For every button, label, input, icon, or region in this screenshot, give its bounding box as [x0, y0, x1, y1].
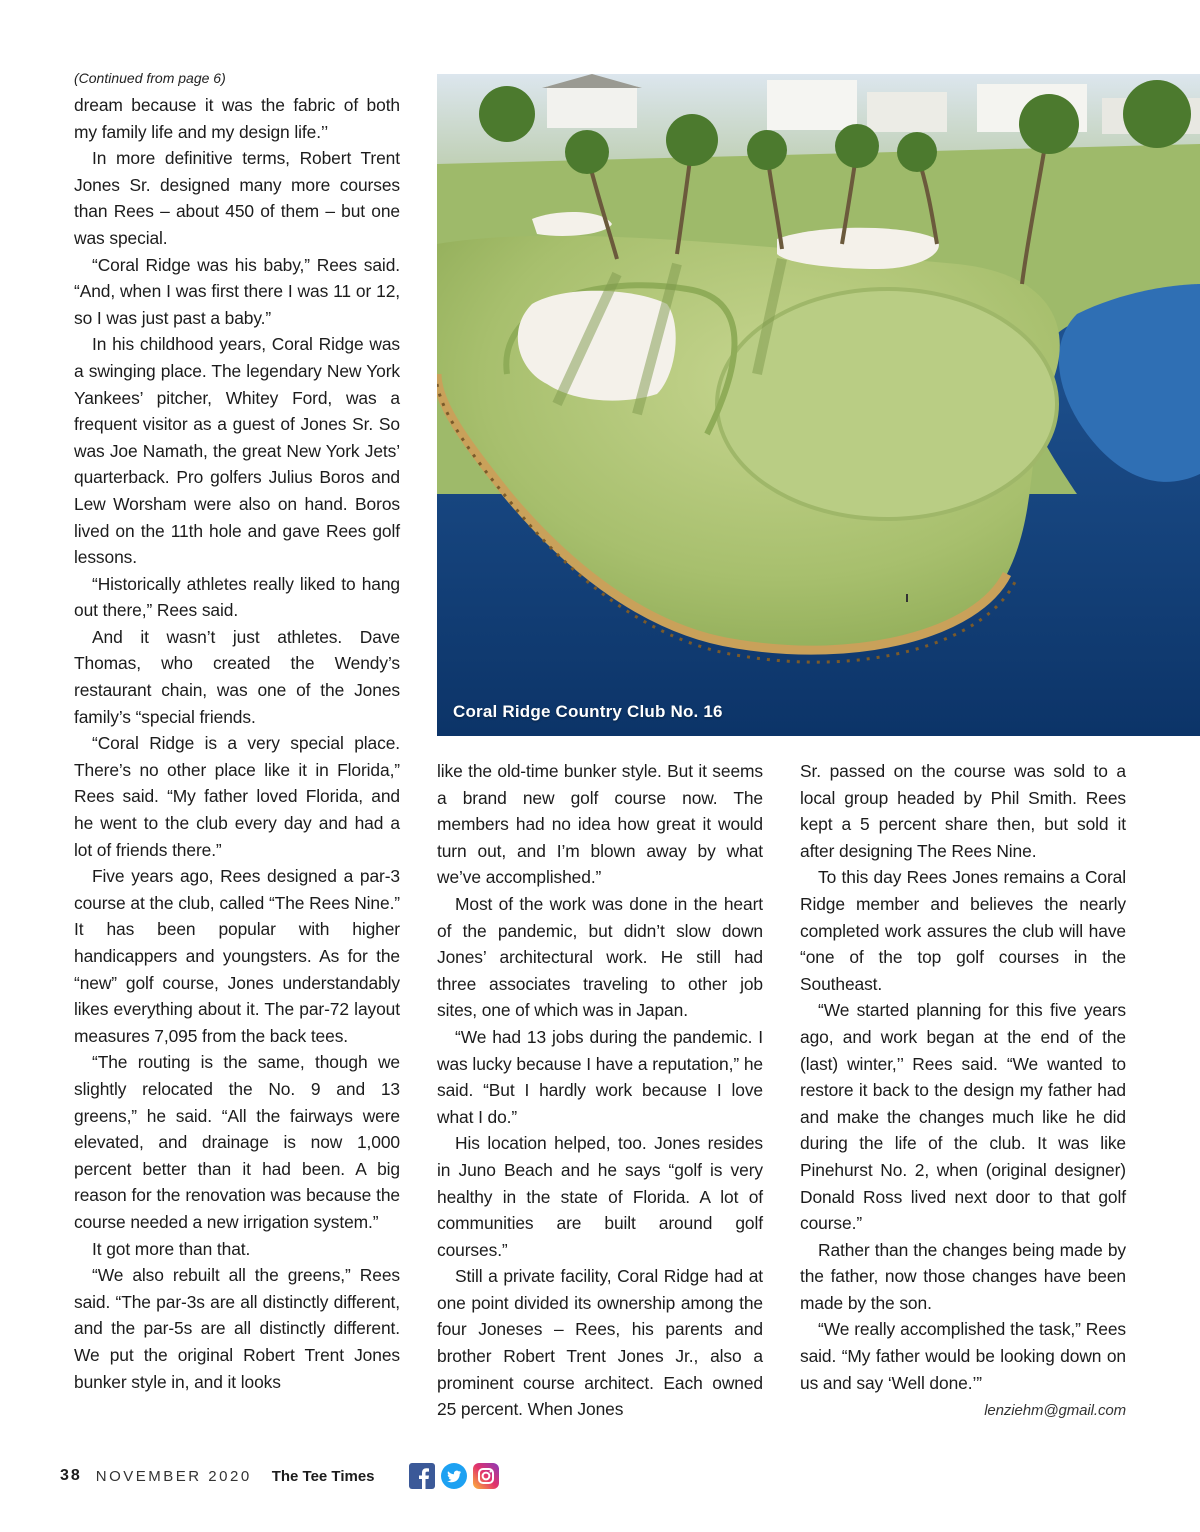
paragraph: “We had 13 jobs during the pandemic. I was lucky because I have a reputation,” he said. “But I hardly work because I love what I do.” [437, 1026, 763, 1127]
paragraph: It got more than that. [92, 1238, 251, 1259]
article-column-3 [800, 758, 1126, 1425]
paragraph: like the old-time bunker style. But it seems a brand new golf course now. The members had no idea how great it would turn out, and I’m blown away by what we’ve accomplished.” [437, 761, 763, 888]
continued-note: (Continued from page 6) [74, 70, 226, 86]
article-column-1 [74, 92, 400, 1395]
paragraph: “The routing is the same, though we slightly relocated the No. 9 and 13 greens,” he said. “All the fairways were elevated, and drainage is now 1,000 percent better than it had been. A big reason for the renovation was because the course needed a new irrigation system.” [74, 1052, 400, 1232]
paragraph: “Coral Ridge is a very special place. There’s no other place like it in Florida,” Rees said. “My father loved Florida, and he went to the club every day and had a lot of friends there.” [74, 733, 400, 860]
facebook-icon[interactable] [409, 1463, 435, 1489]
paragraph: dream because it was the fabric of both my family life and my design life.’’ [74, 95, 400, 142]
golf-hole-photo [437, 74, 1200, 736]
paragraph: Still a private facility, Coral Ridge had at one point divided its ownership among the four Joneses – Rees, his parents and brother Robert Trent Jones Jr., also a prominent course architect. Each owned 25 percent. When Jones [437, 1266, 763, 1420]
paragraph: “We started planning for this five years ago, and work began at the end of the (last) winter,’’ Rees said. “We wanted to restore it back to the design my father had and make the changes much like he did during the life of the club. It was like Pinehurst No. 2, when (original designer) Donald Ross lived next door to that golf course.” [800, 1000, 1126, 1234]
paragraph: Five years ago, Rees designed a par-3 course at the club, called “The Rees Nine.” It has been popular with higher handicappers and youngsters. As for the “new” golf course, Jones understandably likes everything about it. The par-72 layout measures 7,095 from the back tees. [74, 866, 400, 1046]
page-footer [60, 1462, 499, 1490]
twitter-icon[interactable] [441, 1463, 467, 1489]
paragraph: “We really accomplished the task,” Rees said. “My father would be looking down on us and say ‘Well done.’” [800, 1319, 1126, 1393]
social-icons [409, 1463, 499, 1489]
author-email: lenziehm@gmail.com [984, 1402, 1126, 1420]
photo-caption: Coral Ridge Country Club No. 16 [453, 702, 723, 721]
paragraph: “Historically athletes really liked to hang out there,” Rees said. [74, 573, 400, 621]
paragraph: “Coral Ridge was his baby,” Rees said. “And, when I was first there I was 11 or 12, so I was just past a baby.” [74, 254, 400, 328]
paragraph: And it wasn’t just athletes. Dave Thomas, who created the Wendy’s restaurant chain, was one of the Jones family’s “special friends. [74, 626, 400, 727]
paragraph: Rather than the changes being made by the father, now those changes have been made by the son. [800, 1239, 1126, 1313]
paragraph: To this day Rees Jones remains a Coral Ridge member and believes the nearly completed work assures the club will have “one of the top golf courses in the Southeast. [800, 867, 1126, 994]
page-number: 38 [60, 1467, 82, 1484]
paragraph: His location helped, too. Jones resides in Juno Beach and he says “golf is very healthy in the state of Florida. A lot of communities are built around golf courses.” [437, 1133, 763, 1260]
article-column-2 [437, 758, 763, 1423]
paragraph: In more definitive terms, Robert Trent Jones Sr. designed many more courses than Rees – about 450 of them – but one was special. [74, 148, 400, 248]
paragraph: In his childhood years, Coral Ridge was a swinging place. The legendary New York Yankees’ pitcher, Whitey Ford, was a frequent visitor as a guest of Jones Sr. So was Joe Namath, the great New York Jets’ quarterback. Pro golfers Julius Boros and Lew Worsham were also on hand. Boros lived on the 11th hole and gave Rees golf lessons. [74, 334, 400, 568]
paragraph: Most of the work was done in the heart of the pandemic, but didn’t slow down Jones’ architectural work. He still had three associates traveling to other job sites, one of which was in Japan. [437, 893, 763, 1021]
paragraph: Sr. passed on the course was sold to a local group headed by Phil Smith. Rees kept a 5 percent share then, but sold it after designing The Rees Nine. [800, 761, 1126, 861]
paragraph: “We also rebuilt all the greens,” Rees said. “The par-3s are all distinctly different, and the par-5s are all distinctly different. We put the original Robert Trent Jones bunker style in, and it looks [74, 1265, 400, 1392]
issue-date: NOVEMBER 2020 [95, 1467, 252, 1485]
aerial-golf-illustration [437, 74, 1200, 736]
instagram-icon[interactable] [473, 1463, 499, 1489]
publication-name: The Tee Times [271, 1467, 375, 1485]
